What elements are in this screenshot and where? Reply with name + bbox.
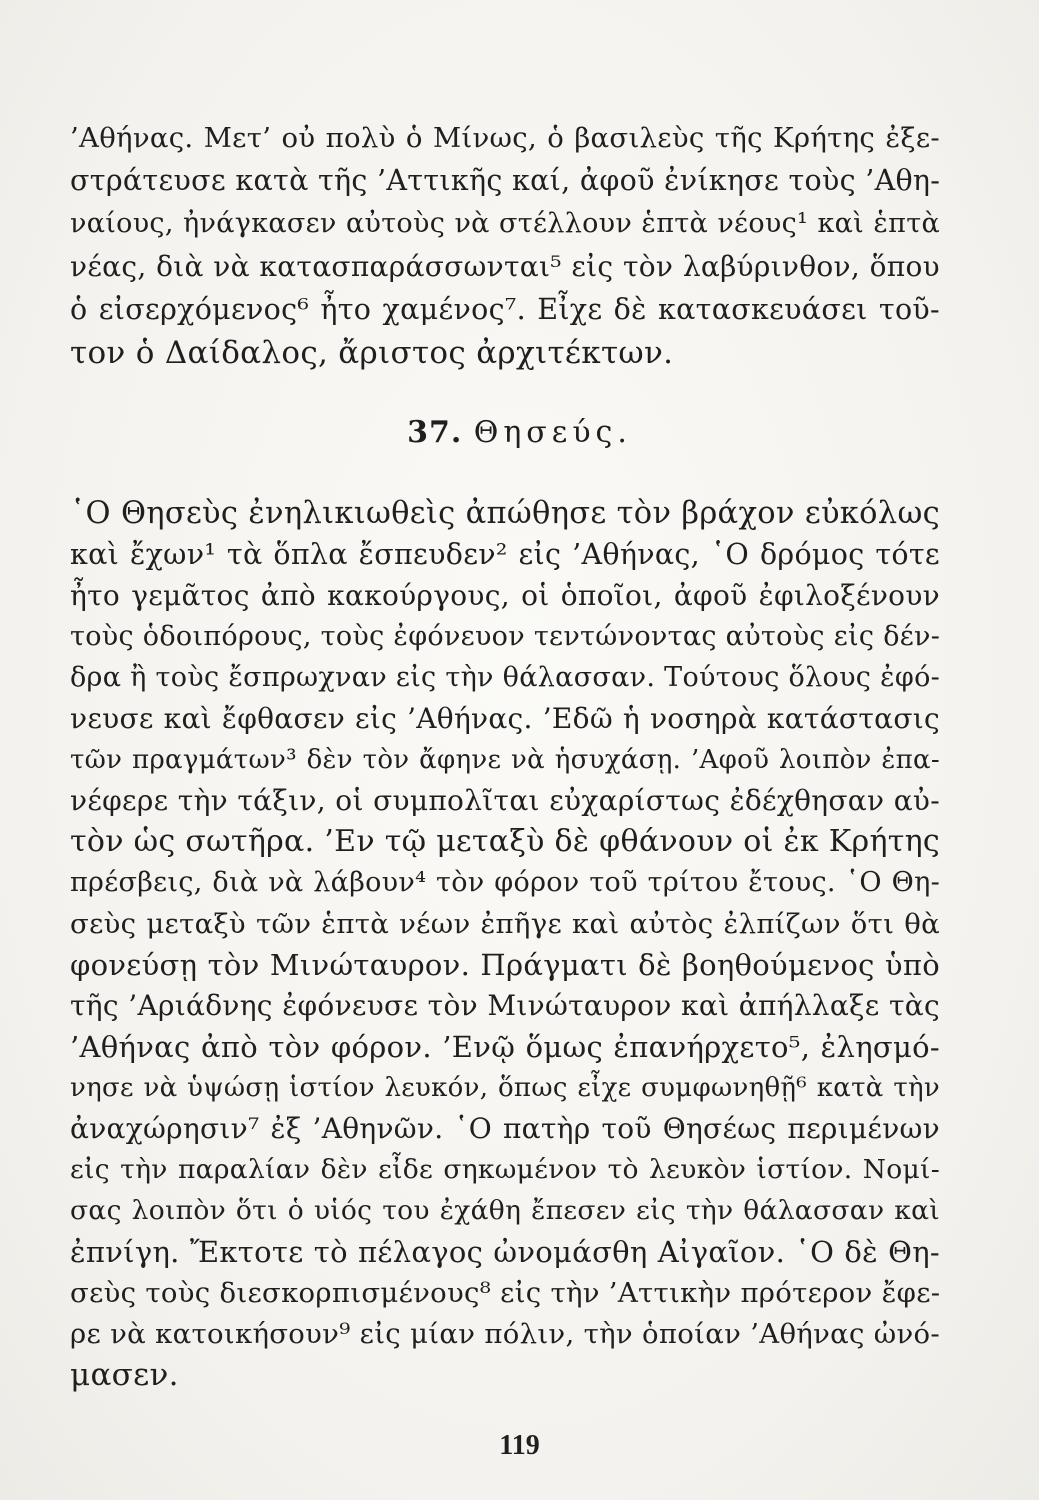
- text-line: σεὺς μεταξὺ τῶν ἑπτὰ νέων ἐπῆγε καὶ αὐτὸς ἐλπίζων ὅτι θὰ: [70, 908, 940, 940]
- section-title: Θησεύς.: [473, 415, 632, 450]
- text-line: τον ὁ Δαίδαλος, ἄριστος ἀρχιτέκτων.: [70, 335, 674, 371]
- text-line: ἐπνίγη. Ἔκτοτε τὸ πέλαγος ὠνομάσθη Αἰγαῖον. ῾Ο δὲ Θη-: [70, 1235, 940, 1269]
- section-heading: [0, 415, 1039, 450]
- text-line: τῆς ’Αριάδνης ἐφόνευσε τὸν Μινώταυρον καὶ ἀπήλλαξε τὰς: [70, 989, 940, 1022]
- section-number: 37.: [407, 415, 463, 450]
- text-line: νευσε καὶ ἔφθασεν εἰς ’Αθήνας. ’Εδῶ ἡ νοσηρὰ κατάστασις: [70, 702, 940, 735]
- text-line: καὶ ἔχων¹ τὰ ὅπλα ἔσπευδεν² εἰς ’Αθήνας, ῾Ο δρόμος τότε: [70, 538, 940, 571]
- text-line: δρα ἢ τοὺς ἔσπρωχναν εἰς τὴν θάλασσαν. Τούτους ὅλους ἐφό-: [70, 662, 941, 693]
- text-line: ἦτο γεμᾶτος ἀπὸ κακούργους, οἱ ὁποῖοι, ἀφοῦ ἐφιλοξένουν: [70, 579, 940, 612]
- text-line: τοὺς ὁδοιπόρους, τοὺς ἐφόνευον τεντώνοντας αὐτοὺς εἰς δέν-: [70, 621, 941, 652]
- text-line: ὁ εἰσερχόμενος⁶ ἦτο χαμένος⁷. Εἶχε δὲ κατασκευάσει τοῦ-: [70, 293, 940, 326]
- text-line: ἀναχώρησιν⁷ ἐξ ’Αθηνῶν. ῾Ο πατὴρ τοῦ Θησέως περιμένων: [70, 1112, 940, 1145]
- text-line: ’Αθήνας ἀπὸ τὸν φόρον. ’Ενῷ ὅμως ἐπανήρχετο⁵, ἐλησμό-: [70, 1030, 940, 1064]
- text-line: τῶν πραγμάτων³ δὲν τὸν ἄφηνε νὰ ἡσυχάσῃ. ’Αφοῦ λοιπὸν ἐπα-: [70, 745, 940, 775]
- text-line: νέας, διὰ νὰ κατασπαράσσωνται⁵ εἰς τὸν λαβύρινθον, ὅπου: [70, 250, 940, 283]
- text-line: μασεν.: [70, 1357, 179, 1393]
- text-line: ρε νὰ κατοικήσουν⁹ εἰς μίαν πόλιν, τὴν ὁποίαν ’Αθήνας ὠνό-: [70, 1318, 940, 1350]
- text-line: τὸν ὡς σωτῆρα. ’Εν τῷ μεταξὺ δὲ φθάνουν οἱ ἐκ Κρήτης: [70, 824, 940, 859]
- text-line: φονεύσῃ τὸν Μινώταυρον. Πράγματι δὲ βοηθούμενος ὑπὸ: [70, 948, 940, 982]
- text-line: ῾Ο Θησεὺς ἐνηλικιωθεὶς ἀπώθησε τὸν βράχον εὐκόλως: [70, 496, 940, 531]
- text-line: νησε νὰ ὑψώσῃ ἱστίον λευκόν, ὅπως εἶχε συμφωνηθῇ⁶ κατὰ τὴν: [70, 1073, 940, 1103]
- text-line: στράτευσε κατὰ τῆς ’Αττικῆς καί, ἀφοῦ ἐνίκησε τοὺς ’Αθη-: [70, 164, 941, 197]
- text-line: νέφερε τὴν τάξιν, οἱ συμπολῖται εὐχαρίστως ἐδέχθησαν αὐ-: [70, 784, 940, 817]
- text-line: ναίους, ἠνάγκασεν αὐτοὺς νὰ στέλλουν ἑπτὰ νέους¹ καὶ ἑπτὰ: [70, 208, 940, 239]
- text-line: σας λοιπὸν ὅτι ὁ υἱός του ἐχάθη ἔπεσεν εἰς τὴν θάλασσαν καὶ: [70, 1195, 940, 1226]
- text-line: σεὺς τοὺς διεσκορπισμένους⁸ εἰς τὴν ’Αττικὴν πρότερον ἔφε-: [70, 1277, 941, 1309]
- text-line: πρέσβεις, διὰ νὰ λάβουν⁴ τὸν φόρον τοῦ τρίτου ἔτους. ῾Ο Θη-: [70, 867, 940, 898]
- text-line: ’Αθήνας. Μετ’ οὐ πολὺ ὁ Μίνως, ὁ βασιλεὺς τῆς Κρήτης ἐξε-: [70, 122, 940, 154]
- page-number: 119: [499, 1430, 540, 1461]
- text-line: εἰς τὴν παραλίαν δὲν εἶδε σηκωμένον τὸ λευκὸν ἱστίον. Νομί-: [70, 1154, 940, 1185]
